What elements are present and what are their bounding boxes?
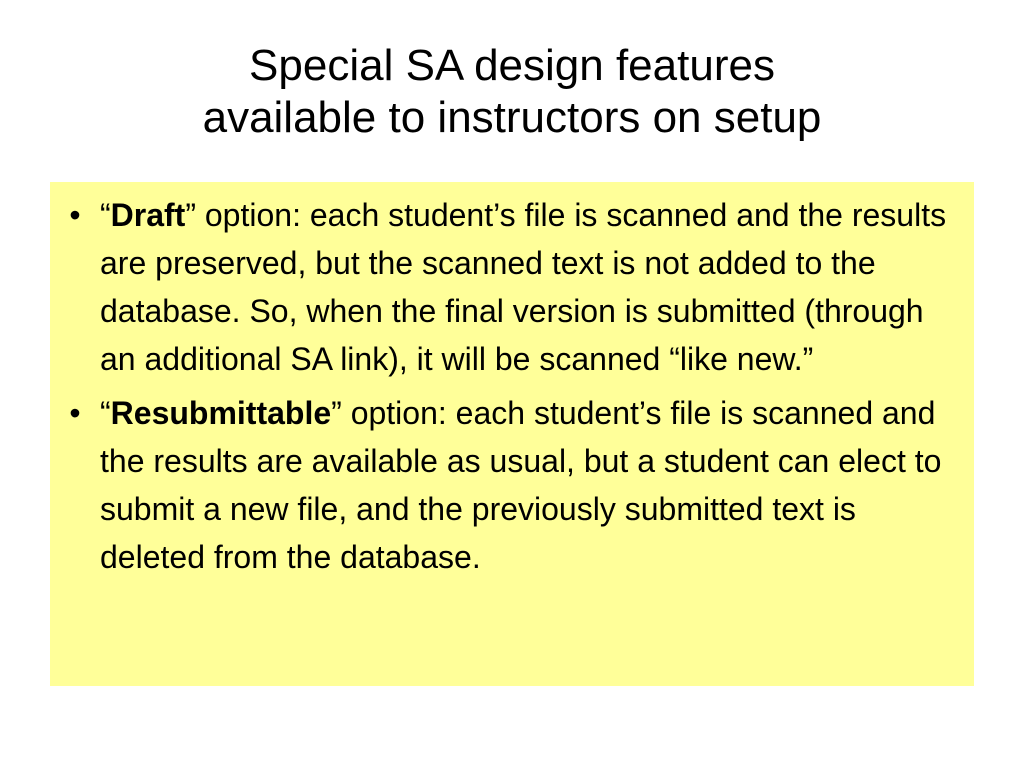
bullet-marker: • bbox=[69, 197, 81, 233]
bullet-item-resubmittable bbox=[60, 389, 956, 581]
open-quote: “ bbox=[100, 197, 111, 233]
bullet-item-draft bbox=[60, 191, 956, 383]
bullet-text-draft: ” option: each student’s file is scanned and the results are preserved, but the scanned text is not added to the database. So, when the final version is submitted (through an additional SA link), it will be scanned “like new.” bbox=[100, 197, 947, 377]
slide-title-line-2: available to instructors on setup bbox=[202, 93, 822, 142]
open-quote: “ bbox=[100, 395, 111, 431]
bullet-list bbox=[60, 191, 956, 581]
term-resubmittable: Resubmittable bbox=[110, 395, 332, 431]
bullet-text-resubmittable: ” option: each student’s file is scanned and the results are available as usual, but a student can elect to submit a new file, and the previously submitted text is deleted from the database. bbox=[100, 395, 942, 575]
bullet-marker: • bbox=[69, 395, 81, 431]
term-draft: Draft bbox=[110, 197, 186, 233]
slide-title bbox=[0, 40, 1024, 144]
content-box bbox=[50, 182, 974, 686]
slide-title-line-1: Special SA design features bbox=[249, 41, 775, 90]
